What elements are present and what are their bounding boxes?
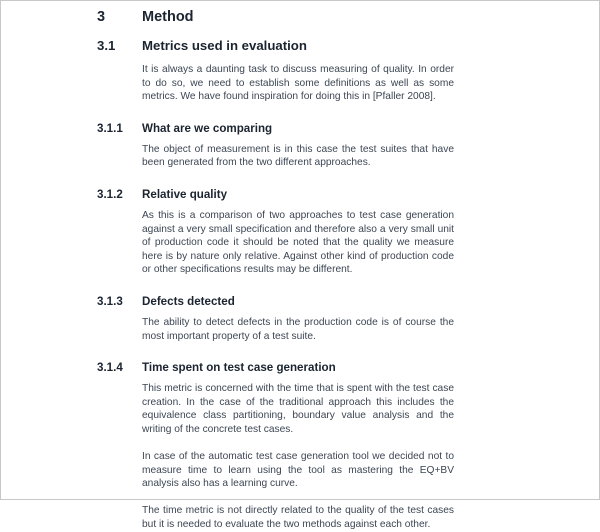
section-number-3-1: 3.1 bbox=[97, 38, 116, 53]
section-title-3-1-4: Time spent on test case generation bbox=[142, 361, 336, 375]
paragraph: The ability to detect defects in the production code is of course the most important property of a test suite. bbox=[142, 316, 454, 342]
section-title-3-1-1: What are we comparing bbox=[142, 121, 273, 135]
paragraph: As this is a comparison of two approaches to test case generation against a very small specification and therefore also a very small unit of production code it should be noted that the quality we measure here is by nature only relative. Against other kind of production code or other specifications results may be different. bbox=[142, 209, 454, 276]
section-body-3-1-1 bbox=[142, 143, 454, 170]
chapter-number: 3 bbox=[97, 9, 106, 25]
section-number-3-1-1: 3.1.1 bbox=[97, 121, 123, 135]
section-title-3-1-2: Relative quality bbox=[142, 187, 228, 201]
section-heading-3-1-3 bbox=[97, 295, 454, 309]
chapter-heading bbox=[97, 9, 454, 26]
section-heading-3-1-2 bbox=[97, 188, 454, 202]
section-heading-3-1-1 bbox=[97, 122, 454, 136]
section-number-3-1-4: 3.1.4 bbox=[97, 361, 123, 375]
section-number-3-1-3: 3.1.3 bbox=[97, 294, 123, 308]
paragraph: This metric is concerned with the time that is spent with the test case creation. In the case of the traditional approach this includes the equivalence class partitioning, boundary value analysis and the writing of the concrete test cases. bbox=[142, 383, 454, 435]
section-body-3-1-3 bbox=[142, 316, 454, 343]
paragraph: The object of measurement is in this case the test suites that have been generated from the two different approaches. bbox=[142, 143, 454, 169]
document-text-column bbox=[97, 9, 454, 532]
section-body-3-1 bbox=[142, 63, 454, 104]
section-number-3-1-2: 3.1.2 bbox=[97, 187, 123, 201]
section-title-3-1-3: Defects detected bbox=[142, 294, 235, 308]
section-body-3-1-4 bbox=[142, 382, 454, 532]
paragraph: It is always a daunting task to discuss measuring of quality. In order to do so, we need to establish some definitions as well as some metrics. We have found inspiration for doing this in [Pfaller 2008]. bbox=[142, 64, 454, 103]
section-heading-3-1-4 bbox=[97, 361, 454, 375]
paragraph: The time metric is not directly related to the quality of the test cases but it is needed to evaluate the two methods against each other. bbox=[142, 505, 454, 531]
paragraph: In case of the automatic test case generation tool we decided not to measure time to learn using the tool as mastering the EQ+BV analysis also has a learning curve. bbox=[142, 451, 454, 490]
section-body-3-1-2 bbox=[142, 209, 454, 277]
section-title-3-1: Metrics used in evaluation bbox=[142, 38, 307, 53]
chapter-title: Method bbox=[142, 9, 194, 25]
section-heading-3-1 bbox=[97, 38, 454, 54]
